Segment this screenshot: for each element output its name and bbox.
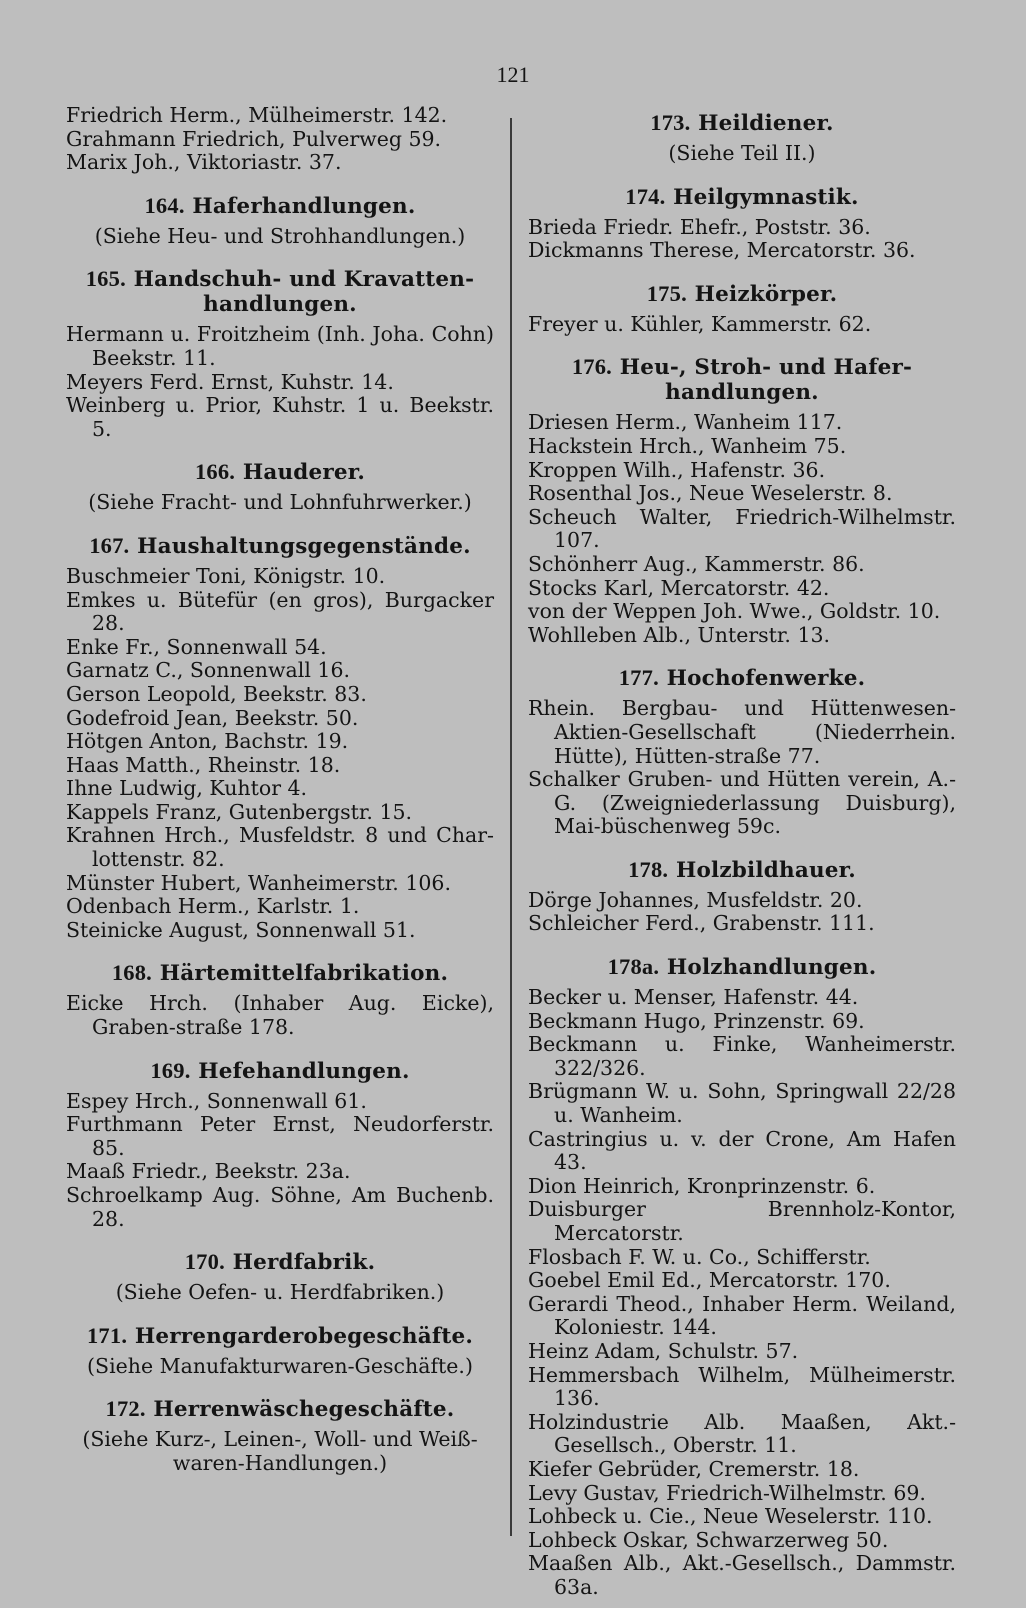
section-title: Holzbildhauer. [675, 857, 856, 883]
section-title: Herrenwäschegeschäfte. [153, 1397, 455, 1423]
section-heading [66, 1058, 494, 1084]
list-item: Dickmanns Therese, Mercatorstr. 36. [528, 238, 916, 263]
section-title: Hefehandlungen. [198, 1058, 410, 1084]
section-number: 171. [86, 1322, 128, 1348]
continuation-entries [66, 104, 494, 175]
section-heading [66, 1323, 494, 1349]
list-item: Hötgen Anton, Bachstr. 19. [66, 729, 349, 754]
list-item: Gerardi Theod., Inhaber Herm. Weiland, Koloniestr. 144. [528, 1291, 956, 1340]
section-heading [528, 857, 956, 883]
list-item: Dion Heinrich, Kronprinzenstr. 6. [528, 1173, 876, 1198]
cross-reference-note: (Siehe Kurz-, Leinen-, Woll- und Weiß-waren-Handlungen.) [82, 1427, 478, 1475]
directory-section [66, 533, 494, 943]
list-item: Grahmann Friedrich, Pulverweg 59. [66, 126, 442, 151]
directory-section [66, 1249, 494, 1305]
list-item: Dörge Johannes, Musfeldstr. 20. [528, 887, 863, 912]
directory-section [528, 184, 956, 263]
section-title: Haferhandlungen. [192, 193, 416, 219]
list-item: Kappels Franz, Gutenbergstr. 15. [66, 799, 413, 824]
section-number: 172. [105, 1396, 146, 1422]
section-number: 178. [628, 856, 669, 882]
section-number: 175. [646, 280, 687, 306]
list-item: Stocks Karl, Mercatorstr. 42. [528, 575, 830, 600]
cross-reference-note: (Siehe Oefen- u. Herdfabriken.) [115, 1280, 445, 1305]
directory-section [66, 1058, 494, 1232]
directory-section [528, 857, 956, 936]
section-number: 177. [618, 665, 659, 691]
list-item: Beckmann u. Finke, Wanheimerstr. 322/326. [528, 1032, 956, 1080]
section-heading [528, 110, 956, 136]
directory-section [66, 960, 494, 1039]
list-item: Rhein. Bergbau- und Hüttenwesen-Aktien-Gesellschaft (Niederrhein. Hütte), Hütten-straße 77. [528, 696, 956, 768]
list-item: Kroppen Wilh., Hafenstr. 36. [528, 457, 826, 482]
directory-section [528, 665, 956, 839]
list-item: Eicke Hrch. (Inhaber Aug. Eicke), Graben-straße 178. [66, 991, 494, 1040]
list-item: Meyers Ferd. Ernst, Kuhstr. 14. [66, 369, 394, 394]
section-number: 166. [194, 459, 236, 485]
list-item: Ihne Ludwig, Kuhtor 4. [66, 776, 308, 801]
section-number: 167. [89, 532, 130, 558]
directory-section [66, 1396, 494, 1475]
list-item: Brieda Friedr. Ehefr., Poststr. 36. [528, 214, 871, 239]
list-item: Maaß Friedr., Beekstr. 23a. [66, 1159, 351, 1184]
section-heading [66, 1249, 494, 1275]
list-item: Duisburger Brennholz-Kontor, Mercatorstr. [528, 1197, 956, 1245]
section-heading [66, 960, 494, 986]
list-item: Godefroid Jean, Beekstr. 50. [66, 705, 359, 730]
list-item: Rosenthal Jos., Neue Weselerstr. 8. [528, 481, 893, 506]
section-number: 164. [144, 192, 185, 218]
list-item: Hackstein Hrch., Wanheim 75. [528, 433, 847, 458]
list-item: Odenbach Herm., Karlstr. 1. [66, 894, 360, 919]
right-column [528, 104, 956, 1600]
page-number: 121 [496, 62, 530, 87]
section-heading [528, 665, 956, 691]
cross-reference-note: (Siehe Manufakturwaren-Geschäfte.) [87, 1353, 473, 1378]
list-item: Schalker Gruben- und Hütten verein, A.-G. (Zweigniederlassung Duisburg), Mai-büschenweg 59c. [528, 767, 956, 839]
section-title: Härtemittelfabrikation. [159, 961, 449, 987]
list-item: Steinicke August, Sonnenwall 51. [66, 917, 416, 942]
directory-section [66, 459, 494, 515]
section-heading [66, 1396, 494, 1422]
list-item: Wohlleben Alb., Unterstr. 13. [528, 622, 831, 647]
section-number: 165. [85, 266, 126, 292]
list-item: Hemmersbach Wilhelm, Mülheimerstr. 136. [528, 1362, 956, 1411]
list-item: Emkes u. Bütefür (en gros), Burgacker 28. [66, 587, 494, 636]
section-number: 168. [111, 960, 152, 986]
section-title: Holzhandlungen. [666, 955, 877, 981]
list-item: Holzindustrie Alb. Maaßen, Akt.-Gesellsch., Oberstr. 11. [528, 1409, 956, 1458]
list-item: Driesen Herm., Wanheim 117. [528, 410, 843, 435]
section-number: 176. [571, 354, 612, 380]
section-title: Hauderer. [242, 460, 366, 486]
left-sections [66, 193, 494, 1476]
list-item: Buschmeier Toni, Königstr. 10. [66, 563, 386, 588]
section-heading [66, 193, 494, 219]
list-item: von der Weppen Joh. Wwe., Goldstr. 10. [528, 599, 941, 624]
section-title: Heizkörper. [694, 281, 838, 307]
section-number: 178a. [607, 954, 660, 980]
directory-section [66, 193, 494, 249]
section-heading [528, 354, 956, 405]
list-item: Maaßen Alb., Akt.-Gesellsch., Dammstr. 63a. [528, 1551, 956, 1599]
list-item: Marix Joh., Viktoriastr. 37. [66, 150, 342, 175]
list-item: Schleicher Ferd., Grabenstr. 111. [528, 911, 875, 936]
right-sections [528, 110, 956, 1600]
list-item: Münster Hubert, Wanheimerstr. 106. [66, 870, 451, 895]
section-heading [528, 281, 956, 307]
section-heading [66, 533, 494, 559]
list-item: Brügmann W. u. Sohn, Springwall 22/28 u. Wanheim. [528, 1079, 956, 1128]
section-number: 173. [650, 110, 691, 135]
list-item: Garnatz C., Sonnenwall 16. [66, 658, 351, 683]
list-item: Becker u. Menser, Hafenstr. 44. [528, 985, 859, 1010]
section-title: Herdfabrik. [232, 1250, 376, 1276]
section-number: 169. [150, 1057, 191, 1083]
directory-section [528, 281, 956, 337]
left-column [66, 104, 494, 1476]
section-number: 174. [625, 183, 666, 209]
section-heading [528, 954, 956, 980]
list-item: Flosbach F. W. u. Co., Schifferstr. [528, 1244, 871, 1269]
list-item: Weinberg u. Prior, Kuhstr. 1 u. Beekstr. 5. [66, 393, 494, 441]
section-title: Herrengarderobegeschäfte. [134, 1323, 474, 1349]
list-item: Gerson Leopold, Beekstr. 83. [66, 681, 367, 706]
list-item: Lohbeck Oskar, Schwarzerweg 50. [528, 1527, 889, 1552]
section-heading [528, 184, 956, 210]
list-item: Goebel Emil Ed., Mercatorstr. 170. [528, 1268, 891, 1293]
list-item: Haas Matth., Rheinstr. 18. [66, 752, 341, 777]
section-number: 170. [184, 1249, 225, 1275]
section-title: Hochofenwerke. [666, 666, 866, 692]
directory-section [528, 354, 956, 647]
list-item: Scheuch Walter, Friedrich-Wilhelmstr. 107. [528, 504, 956, 553]
list-item: Friedrich Herm., Mülheimerstr. 142. [66, 103, 448, 127]
section-title: Heildiener. [698, 111, 834, 136]
cross-reference-note: (Siehe Heu- und Strohhandlungen.) [94, 223, 466, 248]
section-title: Heilgymnastik. [673, 184, 859, 210]
list-item: Kiefer Gebrüder, Cremerstr. 18. [528, 1456, 860, 1481]
list-item: Heinz Adam, Schulstr. 57. [528, 1338, 799, 1363]
cross-reference-note: (Siehe Teil II.) [668, 141, 816, 165]
list-item: Freyer u. Kühler, Kammerstr. 62. [528, 311, 872, 336]
list-item: Schroelkamp Aug. Söhne, Am Buchenb. 28. [66, 1183, 494, 1231]
directory-section [66, 266, 494, 441]
directory-section [66, 1323, 494, 1379]
list-item: Castringius u. v. der Crone, Am Hafen 43. [528, 1126, 956, 1175]
section-heading [66, 459, 494, 485]
list-item: Hermann u. Froitzheim (Inh. Joha. Cohn) Beekstr. 11. [66, 322, 494, 370]
list-item: Enke Fr., Sonnenwall 54. [66, 634, 327, 659]
section-title: Handschuh- und Kravatten-handlungen. [133, 267, 475, 318]
section-title: Haushaltungsgegenstände. [137, 533, 471, 559]
list-item: Furthmann Peter Ernst, Neudorferstr. 85. [66, 1112, 494, 1160]
cross-reference-note: (Siehe Fracht- und Lohnfuhrwerker.) [88, 490, 472, 515]
section-heading [66, 266, 494, 317]
list-item: Lohbeck u. Cie., Neue Weselerstr. 110. [528, 1504, 933, 1529]
list-item: Schönherr Aug., Kammerstr. 86. [528, 551, 865, 576]
list-item: Levy Gustav, Friedrich-Wilhelmstr. 69. [528, 1480, 926, 1505]
directory-section [528, 110, 956, 166]
directory-section [528, 954, 956, 1599]
list-item: Krahnen Hrch., Musfeldstr. 8 und Char-lottenstr. 82. [66, 823, 494, 872]
list-item: Beckmann Hugo, Prinzenstr. 69. [528, 1008, 865, 1033]
section-title: Heu-, Stroh- und Hafer-handlungen. [619, 355, 913, 406]
list-item: Espey Hrch., Sonnenwall 61. [66, 1088, 367, 1113]
column-divider [510, 118, 512, 1536]
